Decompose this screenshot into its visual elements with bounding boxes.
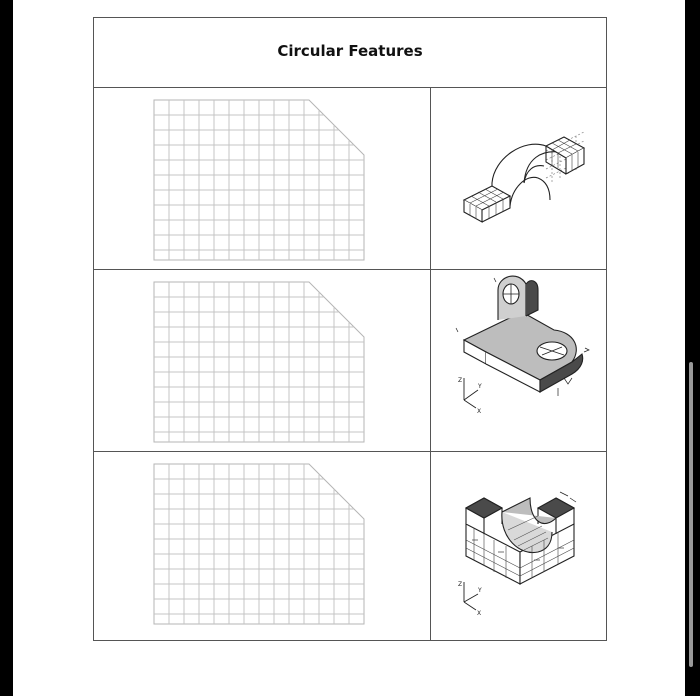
worksheet-table — [93, 17, 607, 641]
sketch-grid-2 — [152, 280, 372, 445]
isometric-arch-block-icon — [434, 88, 606, 270]
sketch-grid-3 — [152, 462, 372, 627]
axis-label-x-2: X — [477, 610, 482, 617]
axis-label-z-2: Z — [458, 581, 463, 588]
worksheet-title: Circular Features — [277, 41, 423, 60]
axis-label-y: Y — [478, 383, 482, 390]
document-page — [13, 0, 685, 696]
vertical-scrollbar[interactable] — [689, 362, 693, 667]
axis-label-x: X — [477, 408, 482, 415]
column-divider — [430, 88, 431, 640]
exercise-row-2 — [94, 270, 606, 452]
isometric-bracket-with-holes-icon — [434, 270, 606, 452]
isometric-cradle-block-icon — [434, 452, 606, 634]
axis-label-y-2: Y — [478, 587, 482, 594]
axis-label-z: Z — [458, 377, 463, 384]
exercise-row-3 — [94, 452, 606, 640]
exercise-row-1 — [94, 88, 606, 270]
sketch-grid-1 — [152, 98, 372, 263]
title-row — [94, 18, 606, 88]
